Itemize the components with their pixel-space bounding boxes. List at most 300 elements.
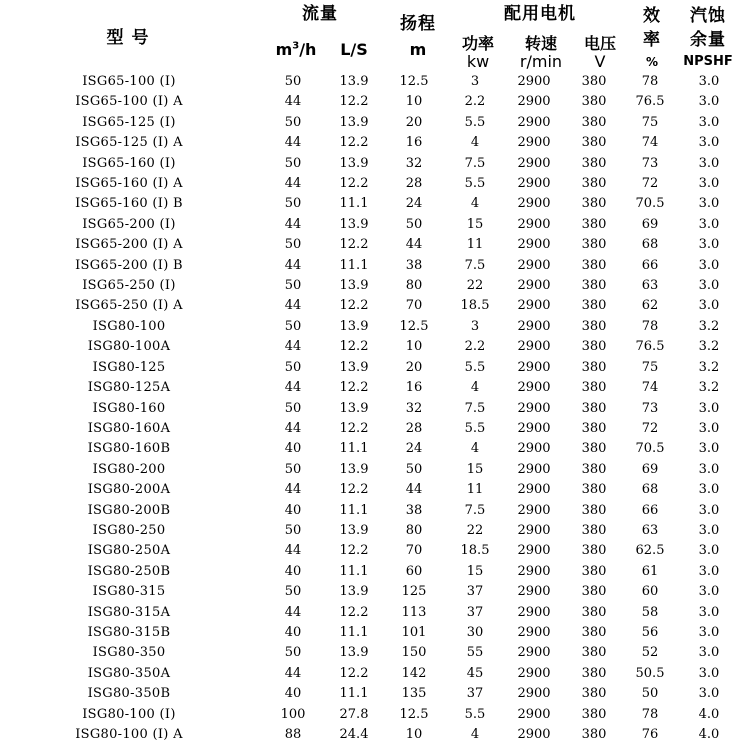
cell-flow-ls: 12.2 bbox=[339, 380, 369, 396]
cell-voltage: 380 bbox=[581, 543, 607, 559]
cell-model: ISG80-250 bbox=[92, 522, 166, 538]
cell-power: 11 bbox=[466, 237, 484, 253]
cell-speed: 2900 bbox=[517, 216, 551, 232]
cell-voltage: 380 bbox=[581, 706, 607, 722]
cell-npsh: 3.0 bbox=[698, 94, 720, 110]
cell-npsh: 3.0 bbox=[698, 665, 720, 681]
header-flow: 流量 bbox=[302, 4, 338, 24]
cell-npsh: 3.0 bbox=[698, 482, 720, 498]
cell-npsh: 3.0 bbox=[698, 298, 720, 314]
cell-efficiency: 68 bbox=[641, 237, 659, 253]
cell-efficiency: 75 bbox=[641, 114, 659, 130]
cell-efficiency: 73 bbox=[641, 400, 659, 416]
cell-power: 7.5 bbox=[464, 155, 486, 171]
cell-flow-ls: 12.2 bbox=[339, 135, 369, 151]
table-row bbox=[0, 501, 740, 521]
cell-npsh: 3.0 bbox=[698, 420, 720, 436]
header-flow-unit-ls: L/S bbox=[340, 40, 368, 59]
cell-efficiency: 72 bbox=[641, 176, 659, 192]
cell-npsh: 3.0 bbox=[698, 176, 720, 192]
cell-voltage: 380 bbox=[581, 155, 607, 171]
cell-speed: 2900 bbox=[517, 155, 551, 171]
cell-power: 7.5 bbox=[464, 257, 486, 273]
cell-power: 2.2 bbox=[464, 339, 486, 355]
cell-flow-ls: 12.2 bbox=[339, 420, 369, 436]
cell-head: 24 bbox=[405, 441, 423, 457]
cell-efficiency: 70.5 bbox=[635, 196, 665, 212]
cell-efficiency: 78 bbox=[641, 706, 659, 722]
cell-model: ISG80-125 bbox=[92, 359, 166, 375]
cell-head: 12.5 bbox=[399, 318, 429, 334]
cell-voltage: 380 bbox=[581, 727, 607, 742]
cell-head: 28 bbox=[405, 176, 423, 192]
cell-flow-ls: 13.9 bbox=[339, 74, 369, 89]
table-row bbox=[0, 174, 740, 194]
cell-npsh: 3.0 bbox=[698, 624, 720, 640]
cell-efficiency: 58 bbox=[641, 604, 659, 620]
header-voltage-unit: V bbox=[594, 52, 606, 71]
cell-speed: 2900 bbox=[517, 645, 551, 661]
cell-model: ISG80-315 bbox=[92, 584, 166, 600]
cell-head: 44 bbox=[405, 237, 423, 253]
cell-speed: 2900 bbox=[517, 706, 551, 722]
cell-efficiency: 62.5 bbox=[635, 543, 665, 559]
cell-voltage: 380 bbox=[581, 196, 607, 212]
cell-npsh: 3.2 bbox=[698, 339, 720, 355]
cell-voltage: 380 bbox=[581, 522, 607, 538]
table-row bbox=[0, 684, 740, 704]
cell-power: 37 bbox=[466, 584, 484, 600]
cell-power: 5.5 bbox=[464, 420, 486, 436]
table-row bbox=[0, 154, 740, 174]
cell-efficiency: 60 bbox=[641, 584, 659, 600]
cell-voltage: 380 bbox=[581, 563, 607, 579]
cell-head: 80 bbox=[405, 278, 423, 294]
cell-speed: 2900 bbox=[517, 257, 551, 273]
cell-speed: 2900 bbox=[517, 420, 551, 436]
cell-efficiency: 63 bbox=[641, 278, 659, 294]
cell-flow-ls: 12.2 bbox=[339, 604, 369, 620]
cell-voltage: 380 bbox=[581, 604, 607, 620]
table-row bbox=[0, 296, 740, 316]
cell-power: 4 bbox=[470, 196, 480, 212]
cell-voltage: 380 bbox=[581, 461, 607, 477]
cell-npsh: 3.2 bbox=[698, 359, 720, 375]
cell-model: ISG65-200 (I) bbox=[82, 216, 176, 232]
cell-model: ISG65-250 (I) bbox=[82, 278, 176, 294]
cell-speed: 2900 bbox=[517, 298, 551, 314]
cell-flow-m3h: 50 bbox=[284, 645, 302, 661]
cell-flow-ls: 24.4 bbox=[339, 727, 369, 742]
cell-flow-ls: 13.9 bbox=[339, 522, 369, 538]
cell-flow-ls: 11.1 bbox=[339, 502, 369, 518]
cell-power: 11 bbox=[466, 482, 484, 498]
cell-speed: 2900 bbox=[517, 339, 551, 355]
cell-efficiency: 76 bbox=[641, 727, 659, 742]
table-row bbox=[0, 541, 740, 561]
cell-flow-ls: 13.9 bbox=[339, 278, 369, 294]
cell-head: 16 bbox=[405, 380, 423, 396]
cell-speed: 2900 bbox=[517, 278, 551, 294]
cell-npsh: 3.0 bbox=[698, 441, 720, 457]
cell-model: ISG65-200 (I) B bbox=[75, 257, 183, 273]
header-power: 功率 bbox=[461, 34, 495, 53]
cell-flow-m3h: 50 bbox=[284, 114, 302, 130]
cell-power: 30 bbox=[466, 624, 484, 640]
table-row bbox=[0, 113, 740, 133]
cell-speed: 2900 bbox=[517, 522, 551, 538]
cell-power: 7.5 bbox=[464, 400, 486, 416]
cell-model: ISG80-100A bbox=[87, 339, 171, 355]
cell-efficiency: 74 bbox=[641, 135, 659, 151]
cell-power: 37 bbox=[466, 604, 484, 620]
cell-model: ISG65-100 (I) bbox=[82, 74, 176, 89]
cell-head: 10 bbox=[405, 339, 423, 355]
header-efficiency-unit: % bbox=[645, 55, 659, 69]
cell-model: ISG80-100 bbox=[92, 318, 166, 334]
cell-model: ISG80-250B bbox=[87, 563, 171, 579]
cell-model: ISG80-315A bbox=[87, 604, 171, 620]
cell-npsh: 3.2 bbox=[698, 380, 720, 396]
cell-speed: 2900 bbox=[517, 94, 551, 110]
cell-flow-ls: 13.9 bbox=[339, 318, 369, 334]
cell-npsh: 3.0 bbox=[698, 686, 720, 702]
cell-flow-m3h: 40 bbox=[284, 502, 302, 518]
header-head-unit: m bbox=[409, 40, 427, 59]
cell-flow-m3h: 50 bbox=[284, 400, 302, 416]
cell-speed: 2900 bbox=[517, 135, 551, 151]
cell-head: 125 bbox=[401, 584, 427, 600]
cell-head: 24 bbox=[405, 196, 423, 212]
cell-npsh: 3.0 bbox=[698, 522, 720, 538]
cell-model: ISG80-200A bbox=[87, 482, 171, 498]
cell-voltage: 380 bbox=[581, 298, 607, 314]
cell-efficiency: 61 bbox=[641, 563, 659, 579]
header-npsh-2: 余量 bbox=[690, 30, 726, 50]
cell-npsh: 3.0 bbox=[698, 74, 720, 89]
table-row bbox=[0, 460, 740, 480]
cell-npsh: 3.0 bbox=[698, 216, 720, 232]
cell-flow-m3h: 88 bbox=[284, 727, 302, 742]
cell-power: 15 bbox=[466, 216, 484, 232]
cell-npsh: 4.0 bbox=[698, 727, 720, 742]
table-row bbox=[0, 705, 740, 725]
table-body bbox=[0, 72, 740, 745]
cell-flow-m3h: 40 bbox=[284, 686, 302, 702]
cell-flow-m3h: 44 bbox=[284, 543, 302, 559]
cell-flow-ls: 13.9 bbox=[339, 155, 369, 171]
cell-voltage: 380 bbox=[581, 176, 607, 192]
cell-efficiency: 69 bbox=[641, 461, 659, 477]
cell-npsh: 3.2 bbox=[698, 318, 720, 334]
cell-model: ISG65-125 (I) A bbox=[75, 135, 183, 151]
cell-head: 113 bbox=[401, 604, 427, 620]
cell-npsh: 3.0 bbox=[698, 584, 720, 600]
cell-model: ISG80-250A bbox=[87, 543, 171, 559]
cell-voltage: 380 bbox=[581, 278, 607, 294]
cell-power: 4 bbox=[470, 135, 480, 151]
cell-flow-m3h: 50 bbox=[284, 461, 302, 477]
cell-voltage: 380 bbox=[581, 624, 607, 640]
cell-flow-m3h: 50 bbox=[284, 584, 302, 600]
cell-speed: 2900 bbox=[517, 502, 551, 518]
cell-flow-m3h: 44 bbox=[284, 339, 302, 355]
cell-flow-m3h: 44 bbox=[284, 135, 302, 151]
cell-flow-ls: 12.2 bbox=[339, 339, 369, 355]
cell-efficiency: 68 bbox=[641, 482, 659, 498]
cell-efficiency: 50 bbox=[641, 686, 659, 702]
header-speed: 转速 bbox=[524, 34, 558, 53]
cell-power: 4 bbox=[470, 380, 480, 396]
flow-unit-per-hour: /h bbox=[299, 40, 317, 59]
cell-speed: 2900 bbox=[517, 380, 551, 396]
cell-efficiency: 50.5 bbox=[635, 665, 665, 681]
cell-efficiency: 69 bbox=[641, 216, 659, 232]
cell-efficiency: 78 bbox=[641, 318, 659, 334]
table-row bbox=[0, 521, 740, 541]
cell-voltage: 380 bbox=[581, 339, 607, 355]
cell-npsh: 3.0 bbox=[698, 502, 720, 518]
table-row bbox=[0, 358, 740, 378]
cell-speed: 2900 bbox=[517, 686, 551, 702]
table-row bbox=[0, 256, 740, 276]
cell-efficiency: 75 bbox=[641, 359, 659, 375]
cell-power: 5.5 bbox=[464, 359, 486, 375]
cell-flow-m3h: 100 bbox=[280, 706, 306, 722]
cell-flow-ls: 13.9 bbox=[339, 359, 369, 375]
cell-flow-m3h: 44 bbox=[284, 380, 302, 396]
cell-flow-m3h: 44 bbox=[284, 665, 302, 681]
cell-npsh: 3.0 bbox=[698, 461, 720, 477]
table-row bbox=[0, 603, 740, 623]
cell-npsh: 3.0 bbox=[698, 257, 720, 273]
cell-power: 15 bbox=[466, 563, 484, 579]
table-row bbox=[0, 378, 740, 398]
cell-efficiency: 70.5 bbox=[635, 441, 665, 457]
cell-model: ISG80-100 (I) bbox=[82, 706, 176, 722]
cell-model: ISG80-125A bbox=[87, 380, 171, 396]
header-efficiency-2: 率 bbox=[643, 30, 661, 50]
cell-flow-ls: 13.9 bbox=[339, 461, 369, 477]
cell-head: 50 bbox=[405, 461, 423, 477]
cell-voltage: 380 bbox=[581, 135, 607, 151]
flow-unit-cubed: 3 bbox=[292, 40, 300, 52]
table-row bbox=[0, 72, 740, 92]
header-motor: 配用电机 bbox=[504, 4, 576, 24]
cell-speed: 2900 bbox=[517, 176, 551, 192]
table-row bbox=[0, 725, 740, 745]
cell-speed: 2900 bbox=[517, 624, 551, 640]
table-row bbox=[0, 92, 740, 112]
cell-power: 18.5 bbox=[460, 298, 490, 314]
cell-flow-ls: 11.1 bbox=[339, 686, 369, 702]
cell-npsh: 3.0 bbox=[698, 543, 720, 559]
cell-power: 5.5 bbox=[464, 706, 486, 722]
cell-power: 5.5 bbox=[464, 176, 486, 192]
cell-flow-m3h: 40 bbox=[284, 441, 302, 457]
cell-flow-m3h: 40 bbox=[284, 563, 302, 579]
cell-speed: 2900 bbox=[517, 543, 551, 559]
cell-flow-m3h: 44 bbox=[284, 257, 302, 273]
cell-voltage: 380 bbox=[581, 359, 607, 375]
cell-flow-ls: 11.1 bbox=[339, 563, 369, 579]
cell-npsh: 3.0 bbox=[698, 604, 720, 620]
cell-model: ISG80-160B bbox=[87, 441, 171, 457]
cell-npsh: 3.0 bbox=[698, 135, 720, 151]
cell-flow-m3h: 50 bbox=[284, 74, 302, 89]
cell-flow-m3h: 50 bbox=[284, 359, 302, 375]
cell-flow-m3h: 44 bbox=[284, 216, 302, 232]
cell-voltage: 380 bbox=[581, 318, 607, 334]
cell-power: 22 bbox=[466, 278, 484, 294]
table-row bbox=[0, 399, 740, 419]
cell-voltage: 380 bbox=[581, 74, 607, 89]
cell-head: 50 bbox=[405, 216, 423, 232]
cell-head: 20 bbox=[405, 114, 423, 130]
table-row bbox=[0, 317, 740, 337]
header-model: 型 号 bbox=[106, 28, 150, 48]
cell-speed: 2900 bbox=[517, 563, 551, 579]
table-row bbox=[0, 643, 740, 663]
header-npsh-1: 汽蚀 bbox=[690, 6, 726, 26]
cell-power: 55 bbox=[466, 645, 484, 661]
cell-speed: 2900 bbox=[517, 441, 551, 457]
cell-head: 142 bbox=[401, 665, 427, 681]
cell-head: 70 bbox=[405, 543, 423, 559]
cell-power: 2.2 bbox=[464, 94, 486, 110]
table-row bbox=[0, 215, 740, 235]
cell-model: ISG80-160 bbox=[92, 400, 166, 416]
header-head: 扬程 bbox=[400, 14, 436, 34]
data-table bbox=[0, 72, 740, 745]
cell-flow-ls: 13.9 bbox=[339, 645, 369, 661]
header-npsh-unit: NPSHF bbox=[683, 54, 733, 69]
cell-flow-m3h: 50 bbox=[284, 522, 302, 538]
cell-flow-ls: 13.9 bbox=[339, 114, 369, 130]
cell-efficiency: 72 bbox=[641, 420, 659, 436]
cell-model: ISG65-200 (I) A bbox=[75, 237, 183, 253]
cell-npsh: 4.0 bbox=[698, 706, 720, 722]
cell-head: 70 bbox=[405, 298, 423, 314]
header-efficiency-1: 效 bbox=[643, 6, 661, 26]
table-row bbox=[0, 276, 740, 296]
cell-flow-ls: 12.2 bbox=[339, 94, 369, 110]
cell-efficiency: 52 bbox=[641, 645, 659, 661]
cell-head: 38 bbox=[405, 257, 423, 273]
cell-efficiency: 56 bbox=[641, 624, 659, 640]
table-row bbox=[0, 133, 740, 153]
cell-flow-ls: 12.2 bbox=[339, 298, 369, 314]
cell-voltage: 380 bbox=[581, 441, 607, 457]
cell-flow-ls: 12.2 bbox=[339, 482, 369, 498]
cell-npsh: 3.0 bbox=[698, 645, 720, 661]
cell-head: 20 bbox=[405, 359, 423, 375]
cell-model: ISG65-100 (I) A bbox=[75, 94, 183, 110]
cell-voltage: 380 bbox=[581, 237, 607, 253]
cell-speed: 2900 bbox=[517, 114, 551, 130]
cell-power: 18.5 bbox=[460, 543, 490, 559]
cell-voltage: 380 bbox=[581, 482, 607, 498]
cell-npsh: 3.0 bbox=[698, 114, 720, 130]
cell-efficiency: 78 bbox=[641, 74, 659, 89]
cell-head: 38 bbox=[405, 502, 423, 518]
cell-voltage: 380 bbox=[581, 645, 607, 661]
cell-head: 32 bbox=[405, 155, 423, 171]
cell-flow-m3h: 44 bbox=[284, 298, 302, 314]
cell-voltage: 380 bbox=[581, 114, 607, 130]
cell-efficiency: 66 bbox=[641, 502, 659, 518]
cell-model: ISG80-350A bbox=[87, 665, 171, 681]
cell-power: 15 bbox=[466, 461, 484, 477]
cell-speed: 2900 bbox=[517, 727, 551, 742]
table-row bbox=[0, 664, 740, 684]
cell-power: 5.5 bbox=[464, 114, 486, 130]
header-voltage: 电压 bbox=[583, 34, 617, 53]
cell-head: 32 bbox=[405, 400, 423, 416]
cell-speed: 2900 bbox=[517, 400, 551, 416]
cell-model: ISG80-350 bbox=[92, 645, 166, 661]
cell-head: 44 bbox=[405, 482, 423, 498]
cell-npsh: 3.0 bbox=[698, 196, 720, 212]
cell-flow-ls: 12.2 bbox=[339, 176, 369, 192]
cell-npsh: 3.0 bbox=[698, 237, 720, 253]
cell-head: 10 bbox=[405, 94, 423, 110]
cell-power: 7.5 bbox=[464, 502, 486, 518]
cell-head: 28 bbox=[405, 420, 423, 436]
cell-power: 45 bbox=[466, 665, 484, 681]
cell-flow-m3h: 50 bbox=[284, 237, 302, 253]
cell-model: ISG80-200B bbox=[87, 502, 171, 518]
cell-speed: 2900 bbox=[517, 318, 551, 334]
cell-voltage: 380 bbox=[581, 380, 607, 396]
cell-flow-m3h: 44 bbox=[284, 420, 302, 436]
cell-flow-ls: 13.9 bbox=[339, 400, 369, 416]
cell-speed: 2900 bbox=[517, 359, 551, 375]
table-row bbox=[0, 194, 740, 214]
table-row bbox=[0, 337, 740, 357]
table-row bbox=[0, 235, 740, 255]
cell-head: 10 bbox=[405, 727, 423, 742]
cell-npsh: 3.0 bbox=[698, 155, 720, 171]
cell-voltage: 380 bbox=[581, 216, 607, 232]
cell-efficiency: 63 bbox=[641, 522, 659, 538]
cell-speed: 2900 bbox=[517, 237, 551, 253]
cell-efficiency: 73 bbox=[641, 155, 659, 171]
cell-model: ISG80-100 (I) A bbox=[75, 727, 183, 742]
cell-flow-m3h: 50 bbox=[284, 196, 302, 212]
cell-power: 3 bbox=[470, 74, 480, 89]
cell-voltage: 380 bbox=[581, 584, 607, 600]
cell-speed: 2900 bbox=[517, 74, 551, 89]
cell-model: ISG80-350B bbox=[87, 686, 171, 702]
cell-power: 37 bbox=[466, 686, 484, 702]
cell-model: ISG65-160 (I) A bbox=[75, 176, 183, 192]
cell-flow-ls: 11.1 bbox=[339, 624, 369, 640]
cell-flow-ls: 13.9 bbox=[339, 216, 369, 232]
cell-flow-ls: 11.1 bbox=[339, 257, 369, 273]
cell-model: ISG65-160 (I) B bbox=[75, 196, 183, 212]
cell-speed: 2900 bbox=[517, 482, 551, 498]
cell-flow-m3h: 44 bbox=[284, 482, 302, 498]
cell-flow-ls: 11.1 bbox=[339, 441, 369, 457]
cell-efficiency: 76.5 bbox=[635, 339, 665, 355]
cell-flow-m3h: 50 bbox=[284, 318, 302, 334]
cell-speed: 2900 bbox=[517, 461, 551, 477]
cell-flow-m3h: 50 bbox=[284, 278, 302, 294]
cell-flow-m3h: 40 bbox=[284, 624, 302, 640]
cell-model: ISG80-200 bbox=[92, 461, 166, 477]
cell-flow-ls: 27.8 bbox=[339, 706, 369, 722]
